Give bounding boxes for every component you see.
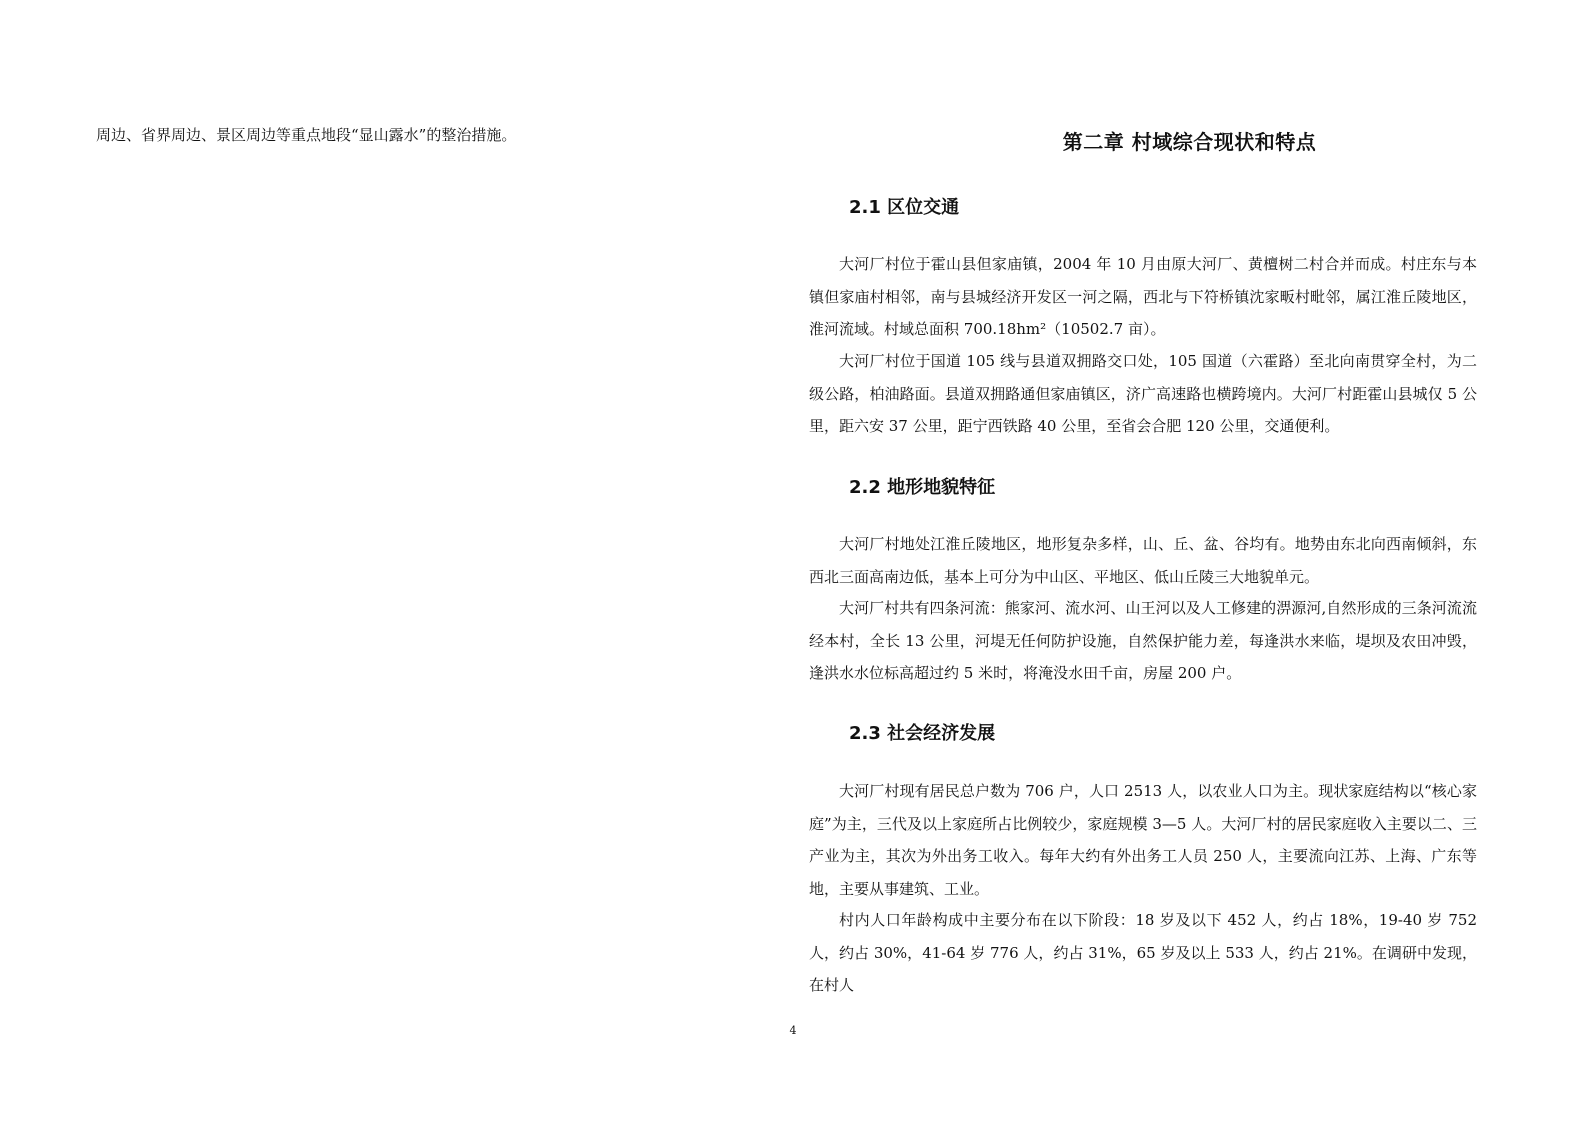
section-heading-2-2: 2.2 地形地貌特征	[849, 477, 996, 498]
paragraph: 大河厂村位于国道 105 线与县道双拥路交口处，105 国道（六霍路）至北向南贯穿全村，为二级公路，柏油路面。县道双拥路通但家庙镇区，济广高速路也横跨境内。大河厂村距霍山县城仅 5 公里，距六安 37 公里，距宁西铁路 40 公里，至省会合肥 120 公里，交通便利。	[809, 352, 1477, 435]
paragraph: 大河厂村地处江淮丘陵地区，地形复杂多样，山、丘、盆、谷均有。地势由东北向西南倾斜，东西北三面高南边低，基本上可分为中山区、平地区、低山丘陵三大地貌单元。	[809, 535, 1477, 586]
paragraph: 大河厂村现有居民总户数为 706 户，人口 2513 人，以农业人口为主。现状家庭结构以“核心家庭”为主，三代及以上家庭所占比例较少，家庭规模 3—5 人。大河厂村的居民家庭收入主要以二、三产业为主，其次为外出务工收入。每年大约有外出务工人员 250 人，主要流向江苏、上海、广东等地，主要从事建筑、工业。	[809, 782, 1477, 898]
paragraph: 大河厂村位于霍山县但家庙镇，2004 年 10 月由原大河厂、黄檀树二村合并而成。村庄东与本镇但家庙村相邻，南与县城经济开发区一河之隔，西北与下符桥镇沈家畈村毗邻，属江淮丘陵地区，淮河流域。村域总面积 700.18hm²（10502.7 亩）。	[809, 255, 1477, 338]
paragraph: 大河厂村共有四条河流：熊家河、流水河、山王河以及人工修建的淠源河,自然形成的三条河流流经本村，全长 13 公里，河堤无任何防护设施，自然保护能力差，每逢洪水来临，堤坝及农田冲毁，逢洪水水位标高超过约 5 米时，将淹没水田千亩，房屋 200 户。	[809, 599, 1477, 682]
chapter-title: 第二章 村域综合现状和特点	[1062, 130, 1317, 154]
section-heading-2-3: 2.3 社会经济发展	[849, 723, 996, 744]
right-page	[793, 0, 1586, 1123]
carryover-text: 周边、省界周边、景区周边等重点地段“显山露水”的整治措施。	[96, 126, 517, 144]
paragraph: 村内人口年龄构成中主要分布在以下阶段：18 岁及以下 452 人，约占 18%，19-40 岁 752 人，约占 30%，41-64 岁 776 人，约占 31%，65 岁及以上 533 人，约占 21%。在调研中发现，在村人	[809, 911, 1477, 994]
section-heading-2-1: 2.1 区位交通	[849, 197, 960, 218]
page-number: 4	[789, 1024, 797, 1037]
